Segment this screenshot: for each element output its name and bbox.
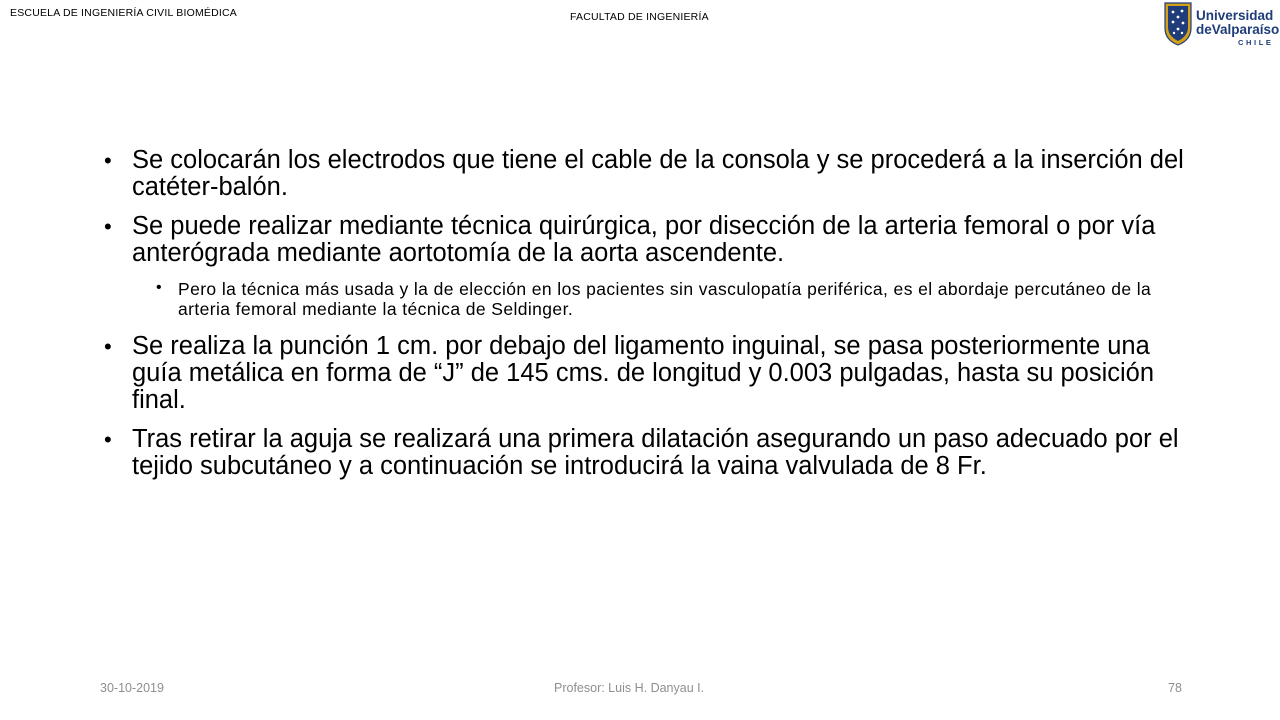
bullet-item xyxy=(104,147,1184,201)
bullet-item xyxy=(104,213,1184,267)
bullet-list xyxy=(104,147,1184,267)
bullet-text: Se colocarán los electrodos que tiene el cable de la consola y se procederá a la inserción del catéter-balón. xyxy=(132,146,1184,201)
sub-bullet-item xyxy=(152,279,1184,319)
slide-body xyxy=(104,147,1184,492)
bullet-marker: • xyxy=(104,214,112,239)
bullet-item xyxy=(104,426,1184,480)
bullet-text: Se puede realizar mediante técnica quirúrgica, por disección de la arteria femoral o por vía anterógrada mediante aortotomía de la aorta ascendente. xyxy=(132,212,1156,267)
footer-date: 30-10-2019 xyxy=(100,681,164,695)
faculty-name: FACULTAD DE INGENIERÍA xyxy=(570,11,709,23)
sub-bullet-marker: • xyxy=(156,279,163,296)
bullet-marker: • xyxy=(104,334,112,359)
footer-professor: Profesor: Luis H. Danyau I. xyxy=(554,681,705,695)
bullet-item xyxy=(104,333,1184,414)
school-name: ESCUELA DE INGENIERÍA CIVIL BIOMÉDICA xyxy=(10,7,237,19)
bullet-marker: • xyxy=(104,427,112,452)
bullet-text: Tras retirar la aguja se realizará una primera dilatación asegurando un paso adecuado por el tejido subcutáneo y a continuación se introducirá la vaina valvulada de 8 Fr. xyxy=(132,425,1179,480)
shield-stars-icon xyxy=(1162,0,1194,46)
bullet-marker: • xyxy=(104,148,112,173)
bullet-list-continued xyxy=(104,333,1184,480)
logo-text-universidad: Universidad xyxy=(1196,8,1274,23)
bullet-text: Se realiza la punción 1 cm. por debajo del ligamento inguinal, se pasa posteriormente una guía metálica en forma de “J” de 145 cms. de longitud y 0.003 pulgadas, hasta su posición final. xyxy=(132,332,1155,414)
university-logo xyxy=(1162,0,1280,50)
sub-bullet-text: Pero la técnica más usada y la de elección en los pacientes sin vasculopatía periférica, es el abordaje percutáneo de la arteria femoral mediante la técnica de Seldinger. xyxy=(178,279,1152,319)
footer-page-number: 78 xyxy=(1168,681,1182,695)
logo-text-chile: CHILE xyxy=(1238,38,1274,47)
logo-text-valparaiso: deValparaíso xyxy=(1196,22,1280,37)
